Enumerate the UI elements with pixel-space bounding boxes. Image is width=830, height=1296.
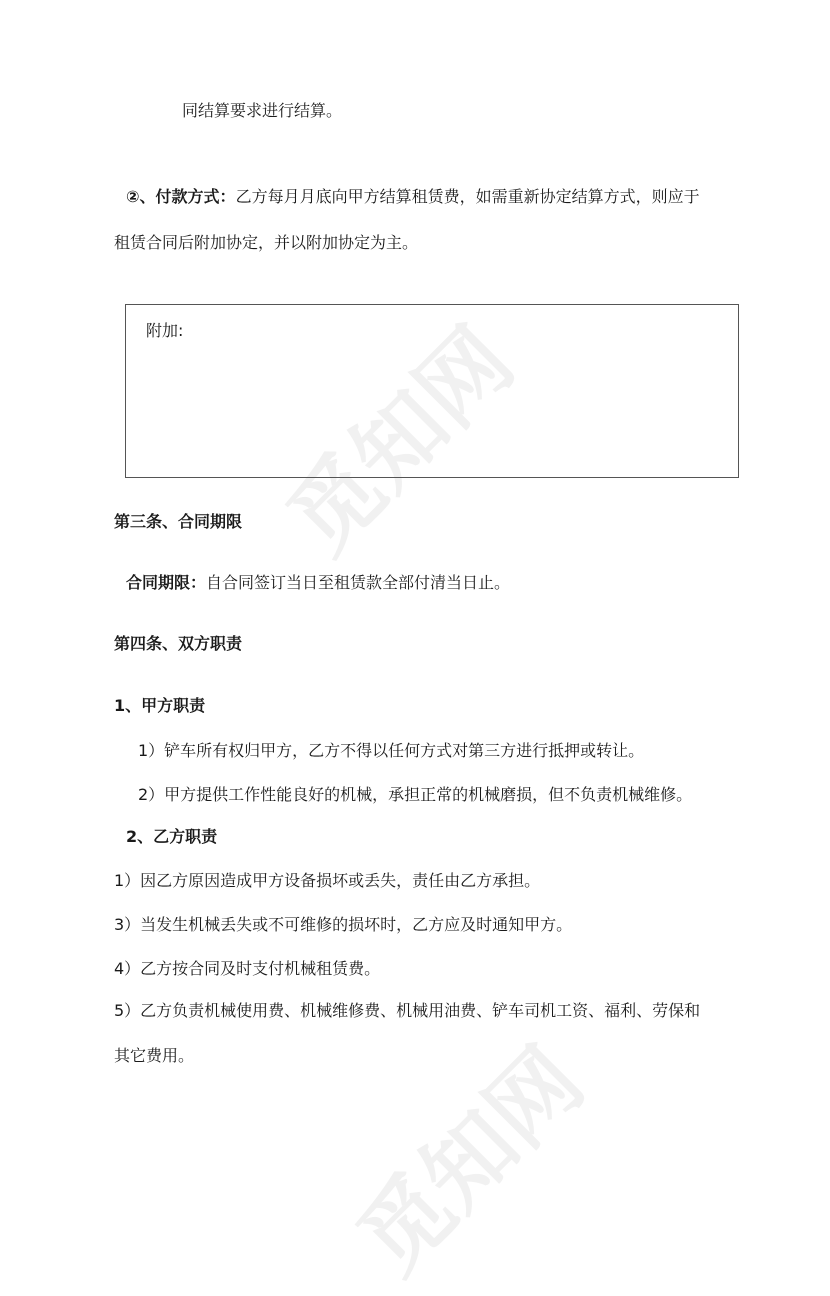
list-item: 1）铲车所有权归甲方，乙方不得以任何方式对第三方进行抵押或转让。	[138, 741, 645, 760]
watermark: 觅知网	[268, 308, 534, 574]
payment-method-label: ②、付款方式：	[126, 187, 236, 206]
payment-method-text: 乙方每月月底向甲方结算租赁费，如需重新协定结算方式，则应于	[235, 187, 700, 206]
watermark: 觅知网	[338, 1028, 604, 1294]
paragraph-line: 同结算要求进行结算。	[182, 101, 343, 120]
list-item: 3）当发生机械丢失或不可维修的损坏时，乙方应及时通知甲方。	[114, 915, 573, 934]
payment-method-line	[126, 186, 700, 208]
list-item: 5）乙方负责机械使用费、机械维修费、机械用油费、铲车司机工资、福利、劳保和	[114, 1001, 701, 1020]
article-4-heading: 第四条、双方职责	[114, 634, 243, 653]
addendum-box	[125, 304, 739, 478]
party-a-heading: 1、甲方职责	[114, 696, 206, 715]
article-3-heading: 第三条、合同期限	[114, 512, 243, 531]
contract-term-line	[126, 572, 510, 594]
list-item-continuation: 其它费用。	[114, 1046, 195, 1065]
list-item: 1）因乙方原因造成甲方设备损坏或丢失，责任由乙方承担。	[114, 871, 541, 890]
paragraph-line: 租赁合同后附加协定，并以附加协定为主。	[114, 233, 419, 252]
addendum-label: 附加:	[146, 321, 184, 340]
list-item: 4）乙方按合同及时支付机械租赁费。	[114, 959, 381, 978]
contract-term-label: 合同期限：	[126, 573, 207, 592]
list-item: 2）甲方提供工作性能良好的机械，承担正常的机械磨损，但不负责机械维修。	[138, 785, 693, 804]
party-b-heading: 2、乙方职责	[126, 827, 218, 846]
contract-term-text: 自合同签订当日至租赁款全部付清当日止。	[206, 573, 511, 592]
